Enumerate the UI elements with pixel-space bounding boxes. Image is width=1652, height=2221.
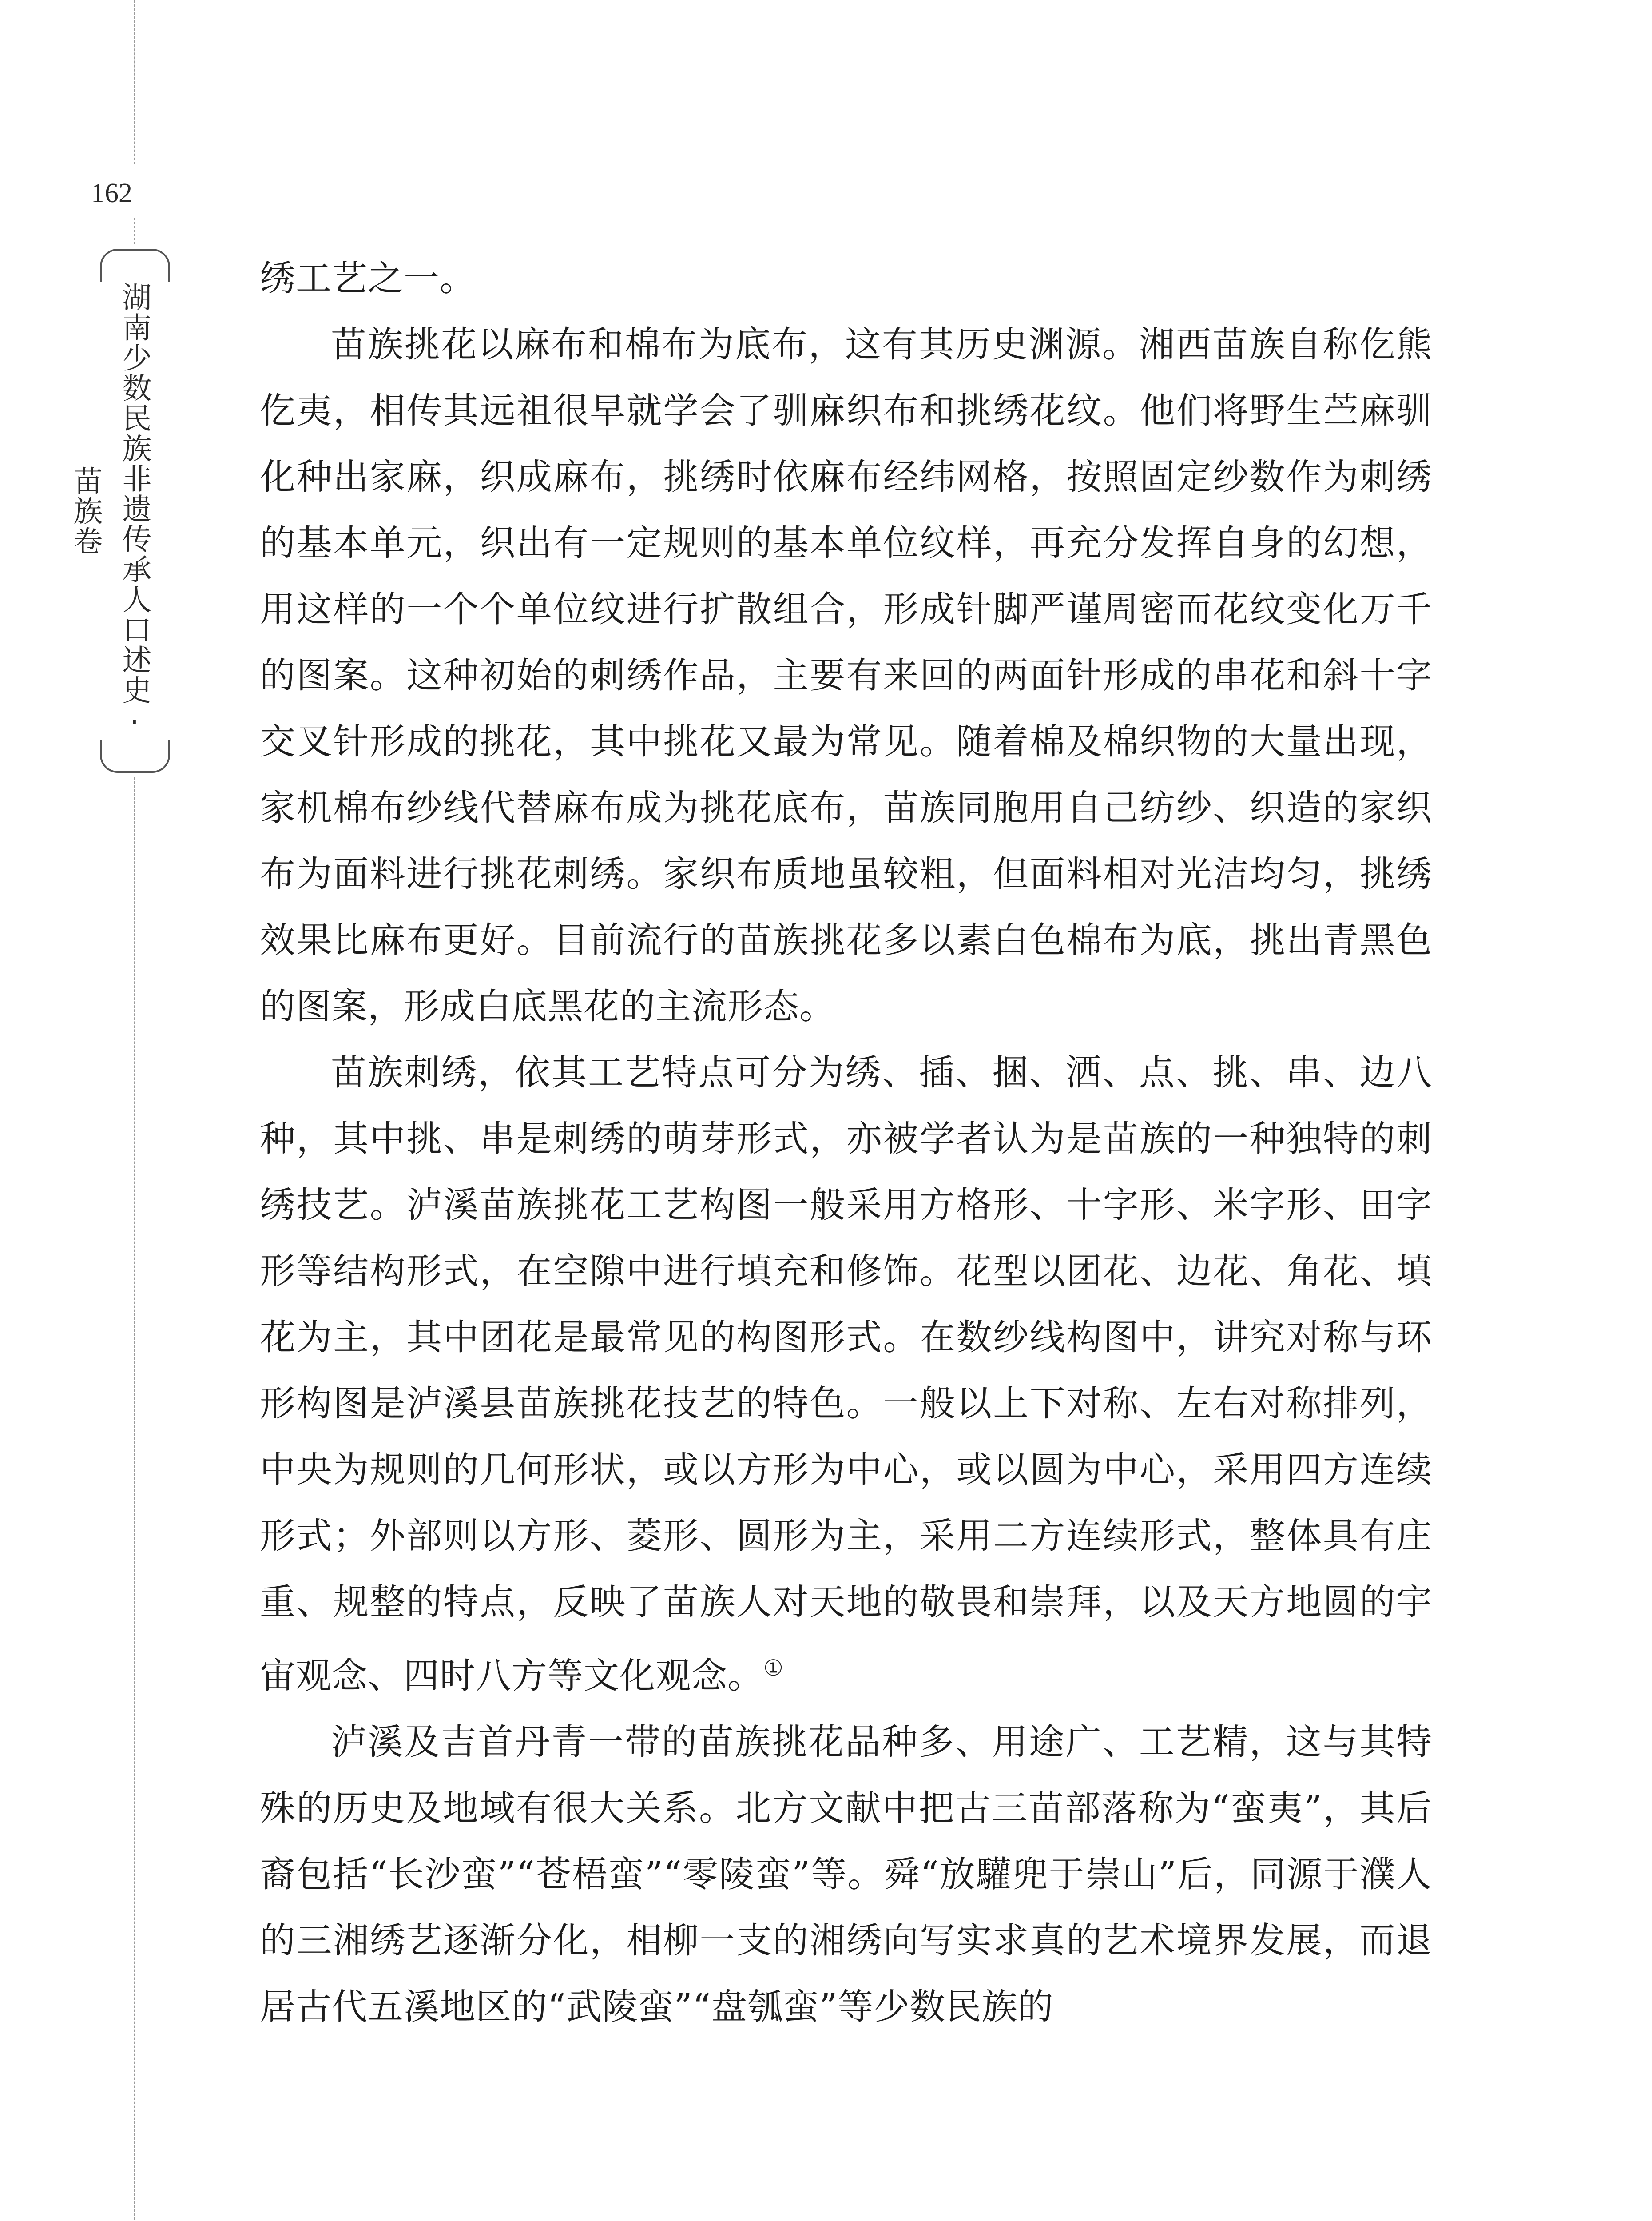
- paragraph-4: 泸溪及吉首丹青一带的苗族挑花品种多、用途广、工艺精，这与其特殊的历史及地域有很大关系。北方文献中把古三苗部落称为“蛮夷”，其后裔包括“长沙蛮”“苍梧蛮”“零陵蛮”等。舜“放驩兜于崇山”后，同源于濮人的三湘绣艺逐渐分化，相柳一支的湘绣向写实求真的艺术境界发展，而退居古代五溪地区的“武陵蛮”“盘瓠蛮”等少数民族的: [260, 1721, 1432, 2027]
- margin-dashed-line-top: [134, 0, 135, 164]
- margin-dashed-line-middle: [134, 218, 135, 244]
- paragraph-1: 绣工艺之一。: [260, 258, 476, 299]
- page-number: 162: [91, 178, 132, 208]
- paragraph-2: 苗族挑花以麻布和棉布为底布，这有其历史渊源。湘西苗族自称仡熊仡夷，相传其远祖很早就学会了驯麻织布和挑绣花纹。他们将野生苎麻驯化种出家麻，织成麻布，挑绣时依麻布经纬网格，按照固定纱数作为刺绣的基本单元，织出有一定规则的基本单位纹样，再充分发挥自身的幻想，用这样的一个个单位纹进行扩散组合，形成针脚严谨周密而花纹变化万千的图案。这种初始的刺绣作品，主要有来回的两面针形成的串花和斜十字交叉针形成的挑花，其中挑花又最为常见。随着棉及棉织物的大量出现，家机棉布纱线代替麻布成为挑花底布，苗族同胞用自己纺纱、织造的家织布为面料进行挑花刺绣。家织布质地虽较粗，但面料相对光洁均匀，挑绣效果比麻布更好。目前流行的苗族挑花多以素白色棉布为底，挑出青黑色的图案，形成白底黑花的主流形态。: [260, 324, 1432, 1027]
- running-head: [68, 249, 180, 773]
- paragraph-3: [260, 1039, 1432, 1709]
- running-title: 湖南少数民族非遗传承人口述史·苗族卷: [68, 282, 151, 740]
- running-head-bracket-bottom: [100, 740, 170, 773]
- paragraph-3-text: 苗族刺绣，依其工艺特点可分为绣、插、捆、洒、点、挑、串、边八种，其中挑、串是刺绣的萌芽形式，亦被学者认为是苗族的一种独特的刺绣技艺。泸溪苗族挑花工艺构图一般采用方格形、十字形、米字形、田字形等结构形式，在空隙中进行填充和修饰。花型以团花、边花、角花、填花为主，其中团花是最常见的构图形式。在数纱线构图中，讲究对称与环形构图是泸溪县苗族挑花技艺的特色。一般以上下对称、左右对称排列，中央为规则的几何形状，或以方形为中心，或以圆为中心，采用四方连续形式；外部则以方形、菱形、圆形为主，采用二方连续形式，整体具有庄重、规整的特点，反映了苗族人对天地的敬畏和崇拜，以及天方地圆的宇宙观念、四时八方等文化观念。: [260, 1052, 1432, 1696]
- footnote-reference[interactable]: ①: [763, 1655, 784, 1681]
- body-text: [260, 245, 1432, 2040]
- margin-dashed-line-bottom: [134, 777, 135, 2221]
